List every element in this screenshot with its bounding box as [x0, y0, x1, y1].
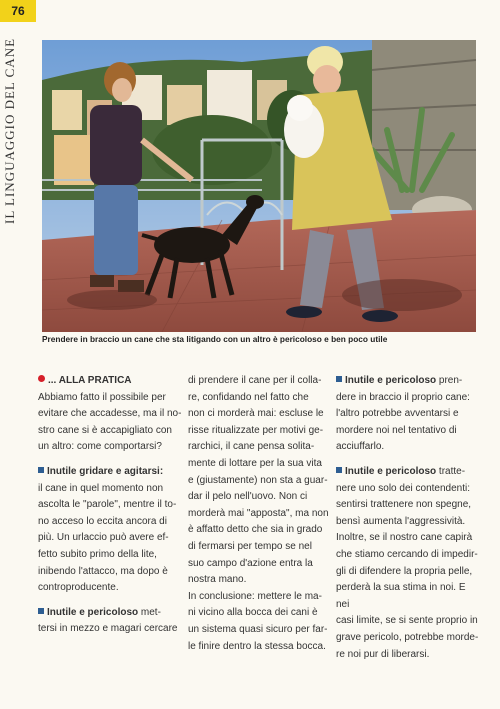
body-line: casi limite, se si sente proprio in [336, 615, 478, 627]
body-line: non ci morderà mai: escluse le [188, 408, 324, 420]
body-line: bensì aumenta l'aggressività. [336, 515, 466, 527]
body-line: acciuffarlo. [336, 441, 385, 453]
body-line: dere in braccio il proprio cane: [336, 391, 470, 403]
body-line: grave pericolo, potrebbe morde- [336, 631, 479, 643]
text-column-2 [188, 373, 329, 655]
body-line: dar il pelo nell'uovo. Non ci [188, 491, 308, 503]
intro-line: un altro: come comportarsi? [38, 441, 162, 453]
body-line: e (giustamente) non sta a guar- [188, 474, 328, 486]
blue-square-bullet-icon [38, 467, 44, 473]
section-heading-braccio: Inutile e pericoloso pren- [336, 373, 479, 390]
red-bullet-icon [38, 375, 45, 382]
body-line: re, confidando nel fatto che [188, 391, 309, 403]
intro-line: stro cane si è accapigliato con [38, 424, 172, 436]
body-line: gli di difendere la propria pelle, [336, 565, 473, 577]
intro-line: evitare che accadesse, ma il no- [38, 408, 182, 420]
body-line: perderà la sua stima in noi. E nei [336, 582, 466, 610]
body-line: suo campo d'azione entra la [188, 557, 313, 569]
body-line: ascolta le "parole", mentre il to- [38, 499, 177, 511]
body-line: In conclusione: mettere le ma- [188, 590, 322, 602]
body-line: un sistema quasi sicuro per far- [188, 623, 328, 635]
body-line: mente di lottare per la sua vita [188, 457, 322, 469]
body-line: controproducente. [38, 582, 119, 594]
body-line: inibendo l'attacco, ma dopo è [38, 565, 168, 577]
body-line: tersi in mezzo e magari cercare [38, 623, 178, 635]
running-title: IL LINGUAGGIO DEL CANE [2, 38, 17, 225]
body-line: di fermarsi per tempo se nel [188, 540, 312, 552]
body-line: le finire dentro la stessa bocca. [188, 640, 326, 652]
text-column-3 [336, 373, 479, 663]
body-line: fetto subito primo della lite, [38, 548, 157, 560]
body-line: è affatto detto che sia in grado [188, 524, 323, 536]
body-line: nere uno solo dei contendenti: [336, 482, 470, 494]
body-line: nostra mano. [188, 574, 247, 586]
section-heading-gridare: Inutile gridare e agitarsi: [38, 464, 182, 481]
body-line: più. Un urlaccio può avere ef- [38, 532, 169, 544]
page-number: 76 [0, 0, 36, 22]
blue-square-bullet-icon [336, 467, 342, 473]
practica-heading: ... ALLA PRATICA [38, 373, 182, 390]
blue-square-bullet-icon [38, 608, 44, 614]
body-line: rarchici, il cane pensa solita- [188, 441, 315, 453]
body-line: mordere noi nel tentativo di [336, 424, 457, 436]
body-line: il cane in quel momento non [38, 482, 164, 494]
text-column-1 [38, 373, 182, 638]
body-line: che stiamo cercando di impedir- [336, 548, 478, 560]
body-line: no acceso lo eccita ancora di [38, 515, 167, 527]
photo-caption: Prendere in braccio un cane che sta litigando con un altro è pericoloso e ben poco utile [42, 334, 388, 344]
body-line: ni vicino alla bocca dei cani è [188, 607, 318, 619]
body-line: Inoltre, se il nostro cane capirà [336, 532, 473, 544]
body-line: risse ritualizzate per motivi ge- [188, 424, 324, 436]
body-line: di prendere il cane per il colla- [188, 375, 322, 386]
body-line: sentirsi trattenere non spegne, [336, 499, 472, 511]
blue-square-bullet-icon [336, 376, 342, 382]
body-line: re noi pur di liberarsi. [336, 648, 430, 660]
section-heading-mettersi: Inutile e pericoloso met- [38, 605, 182, 622]
section-heading-trattenere: Inutile e pericoloso tratte- [336, 464, 479, 481]
intro-line: Abbiamo fatto il possibile per [38, 391, 166, 403]
dog-fight-photo [42, 40, 476, 332]
body-line: morderà mai "apposta", ma non [188, 507, 329, 519]
body-line: l'altro potrebbe avventarsi e [336, 408, 459, 420]
